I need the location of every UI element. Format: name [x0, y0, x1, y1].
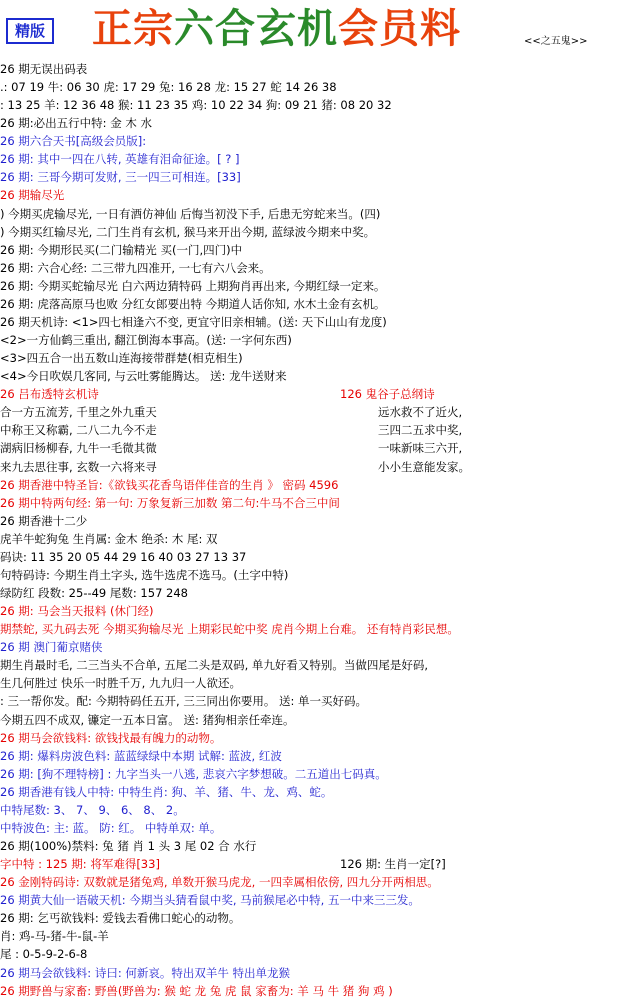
- text-line: 26 期 澳门葡京赌侠: [0, 640, 103, 654]
- text-line: 生几何胜过 快乐一时胜千万, 九九归一人欲还。: [0, 676, 241, 690]
- text-line: 26 期: [狗不理特榜] : 九字当头一八逃, 悲哀六字梦想破。二五道出七码真。: [0, 767, 387, 781]
- text-line: 26 期野兽与家畜: 野兽(野兽为: 猴 蛇 龙 兔 虎 鼠 家畜为: 羊 马 牛 猪 狗 鸡 ): [0, 984, 393, 998]
- text-line: .: 07 19 牛: 06 30 虎: 17 29 兔: 16 28 龙: 15 27 蛇 14 26 38: [0, 80, 337, 94]
- text-line: <4>今日吹娱几客同, 与云吐雾能腾达。 送: 龙牛送财来: [0, 369, 287, 383]
- text-line: 26 期: 六合心经: 二三带九四准开, 一七有六八会来。: [0, 261, 271, 275]
- text-line: 句特码诗: 今期生肖土字头, 选牛选虎不选马。(土字中特): [0, 568, 289, 582]
- title-char: 宗: [133, 5, 174, 52]
- text-line: 绿防红 段数: 25--49 尾数: 157 248: [0, 586, 188, 600]
- text-line: 26 期无误出码表: [0, 62, 88, 76]
- title-char: 机: [297, 5, 338, 52]
- text-line: 尾 : 0-5-9-2-6-8: [0, 947, 88, 961]
- text-line: 26 期: 今期形民买(二门输精光 买(一门,四门)中: [0, 243, 243, 257]
- text-line: 26 吕布透特玄机诗: [0, 387, 99, 401]
- text-line: 中特波色: 主: 蓝。 防: 红。 中特单双: 单。: [0, 821, 222, 835]
- text-line: : 三一帮你发。配: 今期特码任五开, 三三同出你要用。 送: 单一买好码。: [0, 694, 368, 708]
- text-line: <3>四五合一出五数山连海接带群楚(相克相生): [0, 351, 243, 365]
- text-line-right: 小小生意能发家。: [378, 460, 470, 474]
- text-line: 26 期: 其中一四在八转, 英雄有泪命征途。[ ? ]: [0, 152, 240, 166]
- text-line: 26 期: 今期买蛇输尽光 白六两边猜特码 上期狗肖再出来, 今期红绿一定来。: [0, 279, 386, 293]
- title-char: 六: [174, 5, 215, 52]
- text-line: 26 期马会欲钱料: 欲钱找最有魄力的动物。: [0, 731, 222, 745]
- title-char: 玄: [256, 5, 297, 52]
- text-line: 湖病旧杨柳春, 九牛一毛微其微: [0, 441, 157, 455]
- text-line: : 13 25 羊: 12 36 48 猴: 11 23 35 鸡: 10 22 34 狗: 09 21 猪: 08 20 32: [0, 98, 392, 112]
- text-line: 虎羊牛蛇狗兔 生肖属: 金木 绝杀: 木 尾: 双: [0, 532, 218, 546]
- edition-badge: 精版: [6, 18, 54, 44]
- text-line: <2>一方仙鹤三重出, 翻江倒海本事高。(送: 一字何东西): [0, 333, 292, 347]
- text-line: 字中特 : 125 期: 将军难得[33]: [0, 857, 160, 871]
- text-line: 26 期: 乞丐欲钱料: 爱钱去看佛口蛇心的动物。: [0, 911, 241, 925]
- title-char: 料: [420, 5, 461, 52]
- text-line: ) 今期买红输尽光, 二门生肖有玄机, 猴马来开出今期, 蓝绿波今期来中奖。: [0, 225, 376, 239]
- page-title: [92, 6, 461, 52]
- text-line-right: 126 鬼谷子总纲诗: [340, 387, 435, 401]
- text-line: 26 期天机诗: <1>四七相逢六不变, 更宜守旧亲相辅。(送: 天下山山有龙度): [0, 315, 387, 329]
- text-line-right: 126 期: 生肖一定[?]: [340, 857, 446, 871]
- page-header: [0, 0, 621, 58]
- text-line: 26 期:必出五行中特: 金 木 水: [0, 116, 153, 130]
- text-line: 26 期(100%)禁料: 兔 猪 肖 1 头 3 尾 02 合 水行: [0, 839, 257, 853]
- text-line: 期生肖最时毛, 二三当头不合单, 五尾二头是双码, 单九好看又特别。当做四尾是好码,: [0, 658, 429, 672]
- text-line: 中特尾数: 3、 7、 9、 6、 8、 2。: [0, 803, 185, 817]
- text-line-right: 远水救不了近火,: [378, 405, 463, 419]
- text-line: 26 期: 三哥今期可发财, 三一四三可相连。[33]: [0, 170, 241, 184]
- text-line: 26 期: 虎落高原马也败 分红女郎要出特 今期道人话你知, 水木土金有玄机。: [0, 297, 386, 311]
- text-line: 26 期马会欲钱料: 诗曰: 何新哀。特出双羊牛 特出单龙猴: [0, 966, 291, 980]
- title-char: 员: [379, 5, 420, 52]
- text-line: ) 今期买虎输尽光, 一日有酒仿神仙 后悔当初没下手, 后患无穷蛇来当。(四): [0, 207, 381, 221]
- text-line: 中称王又称霸, 二八二九今不走: [0, 423, 157, 437]
- text-line: 26 期: 马会当天报料 (休门经): [0, 604, 154, 618]
- text-line: 26 期香港有钱人中特: 中特生肖: 狗、羊、猪、牛、龙、鸡、蛇。: [0, 785, 333, 799]
- text-line: 期禁蛇, 买九码去死 今期买狗输尽光 上期彩民蛇中奖 虎肖今期上台难。 还有特肖彩民想。: [0, 622, 459, 636]
- author-signature: <<之五鬼>>: [524, 36, 588, 47]
- text-line-right: 一味新味三六开,: [378, 441, 463, 455]
- text-line: 26 金刚特码诗: 双数就是猪兔鸡, 单数开猴马虎龙, 一四幸属相依傍, 四九分开两相思。: [0, 875, 439, 889]
- text-line: 26 期香港十二少: [0, 514, 88, 528]
- text-line-right: 三四二五求中奖,: [378, 423, 463, 437]
- title-char: 合: [215, 5, 256, 52]
- text-line: 合一方五流芳, 千里之外九重天: [0, 405, 157, 419]
- text-line: 26 期输尽光: [0, 188, 65, 202]
- text-line: 26 期香港中特圣旨:《欲钱买花香鸟语伴佳音的生肖 》 密码 4596: [0, 478, 339, 492]
- text-line: 肖: 鸡-马-猪-牛-鼠-羊: [0, 929, 109, 943]
- text-line: 26 期中特两句经: 第一句: 万象复新三加数 第二句:牛马不合三中间: [0, 496, 340, 510]
- title-char: 会: [338, 5, 379, 52]
- text-line: 今期五四不成双, 镰定一五本日富。 送: 猪狗相亲任牵连。: [0, 713, 295, 727]
- text-line: 码诀: 11 35 20 05 44 29 16 40 03 27 13 37: [0, 550, 247, 564]
- title-char: 正: [92, 5, 133, 52]
- text-line: 26 期六合天书[高级会员版]:: [0, 134, 147, 148]
- text-line: 26 期黄大仙一语破天机: 今期当头猜看鼠中奖, 马前猴尾必中特, 五一中来三三发。: [0, 893, 420, 907]
- text-line: 来九去思往事, 玄数一六将来寻: [0, 460, 157, 474]
- text-line: 26 期: 爆料房波色料: 蓝蓝绿绿中本期 试解: 蓝波, 红波: [0, 749, 282, 763]
